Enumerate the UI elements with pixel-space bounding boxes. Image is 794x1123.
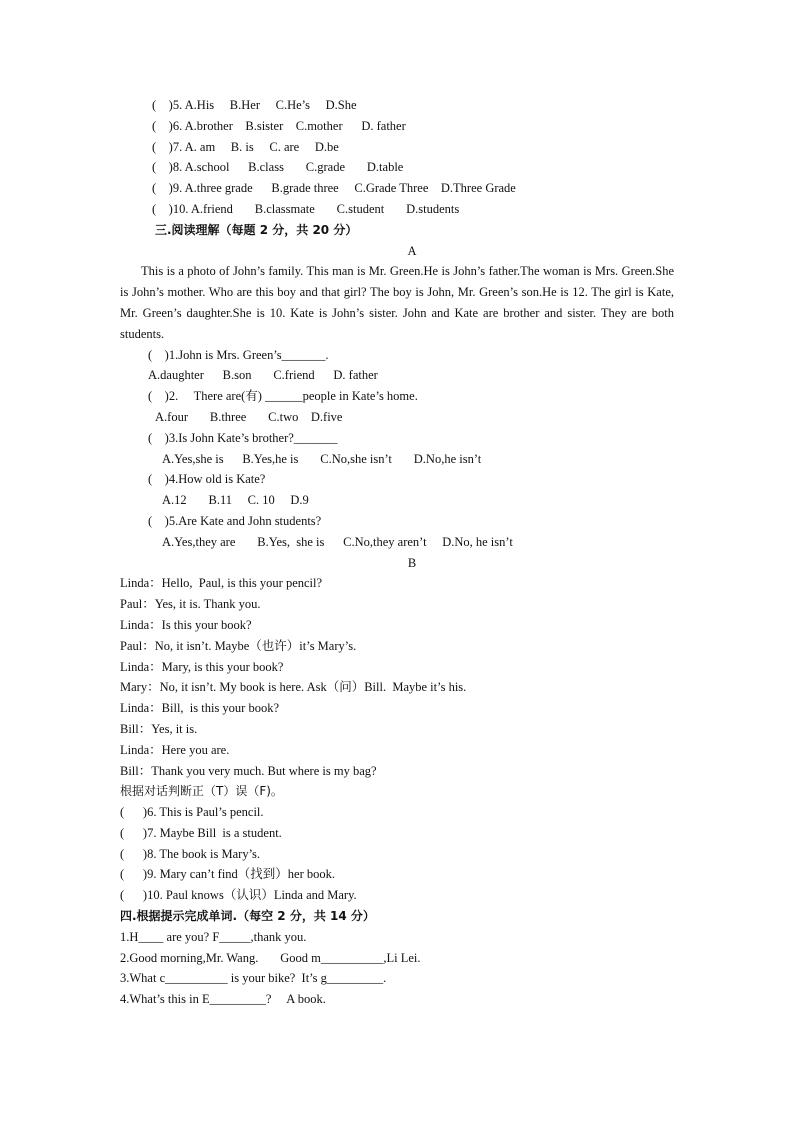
question-options: A.Yes,they are B.Yes, she is C.No,they aren’t D.No, he isn’t [162, 534, 513, 549]
cloze-item: ( )6. A.brother B.sister C.mother D. father [152, 118, 406, 133]
dialogue-line: Linda：Bill, is this your book? [120, 701, 280, 716]
word-completion-items [0, 927, 794, 1010]
dialogue-line: Mary：No, it isn’t. My book is here. Ask（问）Bill. Maybe it’s his. [120, 680, 467, 695]
question-options: A.12 B.11 C. 10 D.9 [162, 493, 309, 508]
question-stem: ( )4.How old is Kate? [148, 472, 266, 487]
dialogue-line: Linda：Is this your book? [120, 617, 252, 632]
cloze-item: ( )8. A.school B.class C.grade D.table [152, 160, 404, 175]
tf-item: ( )8. The book is Mary’s. [120, 846, 261, 861]
question-stem: ( )1.John is Mrs. Green’s_______. [148, 347, 329, 362]
question-stem: ( )2. There are(有) ______people in Kate’s home. [148, 389, 418, 404]
tf-item: ( )7. Maybe Bill is a student. [120, 825, 282, 840]
section-4-heading: 四.根据提示完成单词.（每空 2 分，共 14 分） [120, 909, 375, 924]
completion-item: 2.Good morning,Mr. Wang. Good m__________,Li Lei. [120, 950, 421, 965]
cloze-items [0, 95, 794, 220]
dialogue [0, 573, 794, 781]
tf-item: ( )9. Mary can’t find（找到）her book. [120, 867, 336, 882]
passage-b-label: B [407, 555, 417, 570]
cloze-item: ( )10. A.friend B.classmate C.student D.students [152, 201, 460, 216]
tf-items [0, 802, 794, 906]
tf-item: ( )10. Paul knows（认识）Linda and Mary. [120, 888, 357, 903]
dialogue-line: Linda：Here you are. [120, 742, 230, 757]
dialogue-line: Linda：Hello, Paul, is this your pencil? [120, 576, 323, 591]
question-options: A.four B.three C.two D.five [155, 409, 343, 424]
dialogue-line: Linda：Mary, is this your book? [120, 659, 284, 674]
question-options: A.Yes,she is B.Yes,he is C.No,she isn’t D.No,he isn’t [162, 451, 482, 466]
completion-item: 3.What c__________ is your bike? It’s g_________. [120, 971, 387, 986]
worksheet-page [0, 95, 794, 1010]
section-3-heading: 三.阅读理解（每题 2 分，共 20 分） [155, 222, 358, 237]
question-stem: ( )3.Is John Kate’s brother?_______ [148, 430, 338, 445]
passage-a-text: This is a photo of John’s family. This man is Mr. Green.He is John’s father.The woman is Mrs. Green.She is John’s mother. Who are this boy and that girl? The boy is John, Mr. Green’s son.He is 12. The girl is Kate, Mr. Green’s daughter.She is 10. Kate is John’s sister. John and Kate are brother and sister. They are both students. [120, 264, 674, 341]
dialogue-line: Bill：Yes, it is. [120, 721, 198, 736]
cloze-item: ( )5. A.His B.Her C.He’s D.She [152, 98, 357, 112]
dialogue-line: Bill：Thank you very much. But where is my bag? [120, 763, 377, 778]
completion-item: 1.H____ are you? F_____,thank you. [120, 929, 307, 944]
tf-item: ( )6. This is Paul’s pencil. [120, 805, 264, 820]
question-options: A.daughter B.son C.friend D. father [148, 368, 378, 383]
passage-a-label: A [407, 243, 417, 258]
questions-a [0, 345, 794, 553]
cloze-item: ( )9. A.three grade B.grade three C.Grade Three D.Three Grade [152, 181, 516, 196]
dialogue-line: Paul：No, it isn’t. Maybe（也许）it’s Mary’s. [120, 638, 357, 653]
question-stem: ( )5.Are Kate and John students? [148, 513, 322, 528]
tf-instruction: 根据对话判断正（T）误（F)。 [120, 784, 283, 799]
dialogue-line: Paul：Yes, it is. Thank you. [120, 597, 261, 612]
completion-item: 4.What’s this in E_________? A book. [120, 992, 326, 1007]
cloze-item: ( )7. A. am B. is C. are D.be [152, 139, 339, 154]
